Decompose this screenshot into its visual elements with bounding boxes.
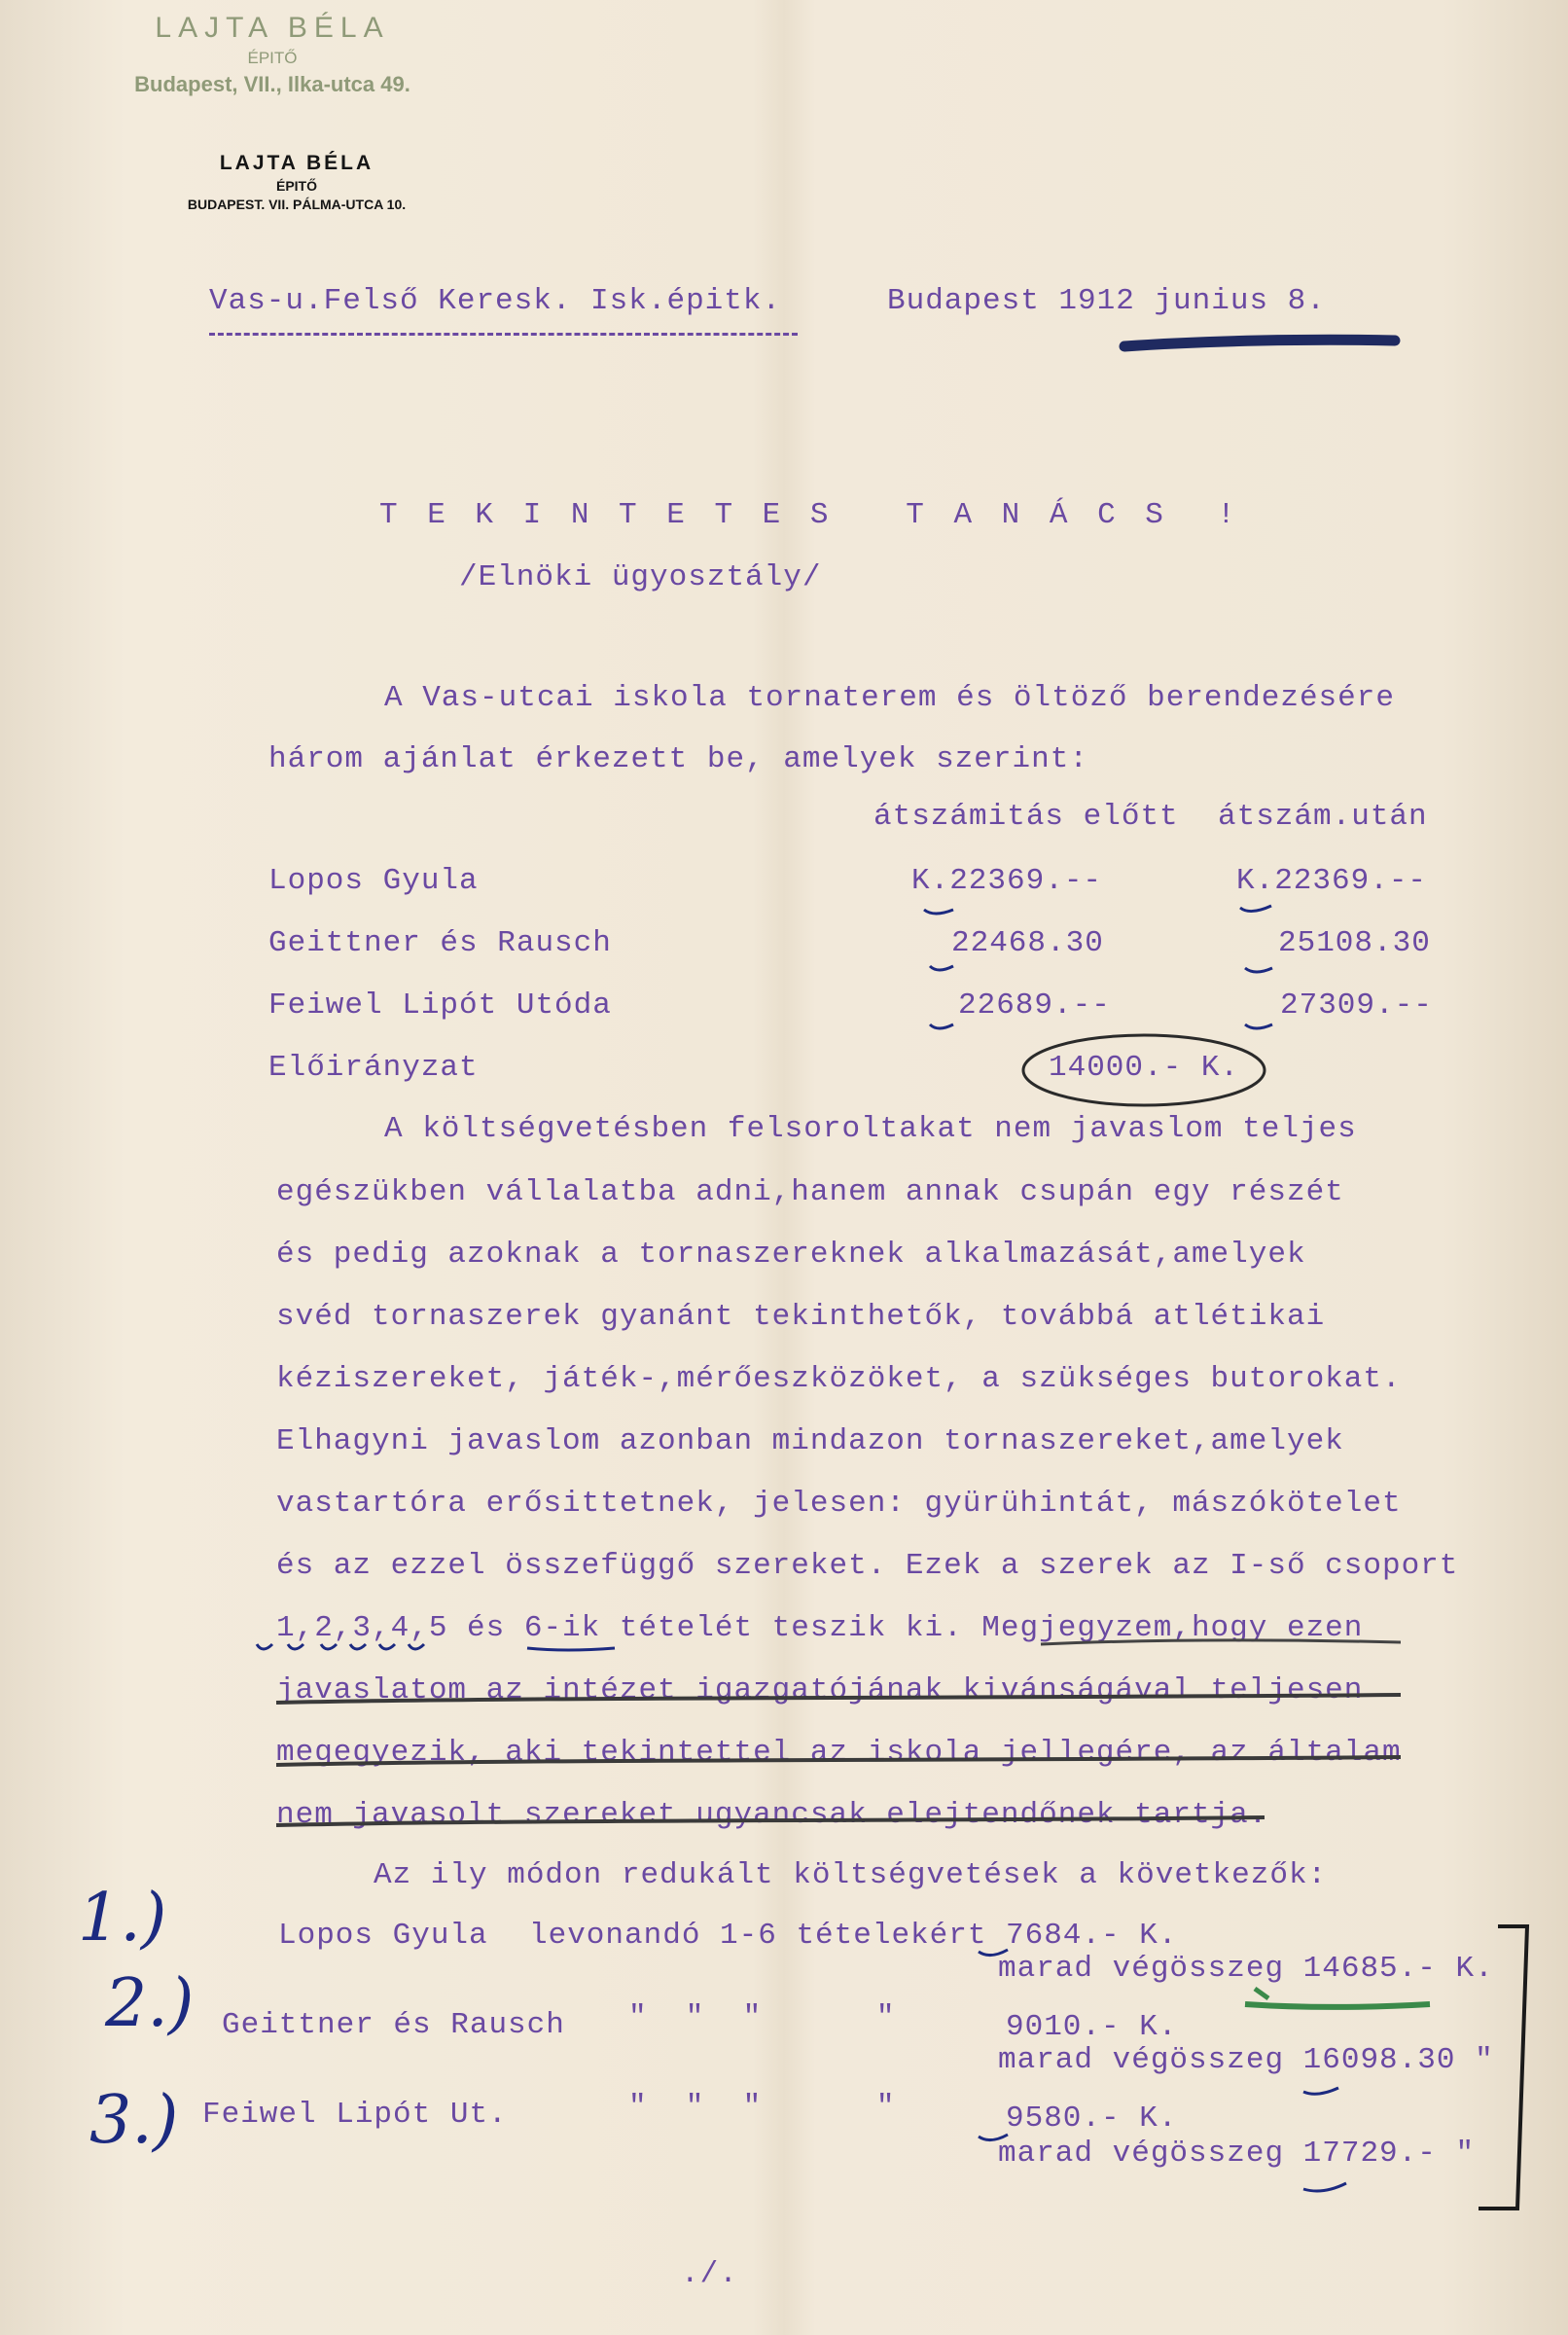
row-after: K.22369.--: [1236, 864, 1428, 898]
body-line: és az ezzel összefüggő szereket. Ezek a szerek az I-ső csoport: [276, 1549, 1459, 1583]
row-after: 27309.--: [1280, 988, 1433, 1023]
total-bracket: [973, 1907, 1556, 2228]
item-remain: marad végösszeg 14685.- K.: [998, 1952, 1494, 1986]
body-line: Elhagyni javaslom azonban mindazon tornaszereket,amelyek: [276, 1424, 1344, 1458]
row-name: Lopos Gyula: [268, 864, 479, 898]
table-check-marks: [914, 900, 1284, 1036]
budget-circle-mark: [1017, 1029, 1270, 1111]
letterhead-title: ÉPITŐ: [275, 178, 317, 194]
letterhead-name: LAJTA BÉLA: [219, 152, 374, 174]
row-after: 25108.30: [1278, 926, 1431, 960]
letterhead-old-title: ÉPITŐ: [247, 49, 298, 67]
budget-label: Előirányzat: [268, 1051, 479, 1085]
item-name: Lopos Gyula: [278, 1919, 488, 1953]
table-header-before: átszámitás előtt: [873, 800, 1179, 834]
body-line: A költségvetésben felsoroltakat nem javaslom teljes: [384, 1112, 1357, 1146]
place-date: Budapest 1912 junius 8.: [887, 284, 1326, 318]
subject-dashed-underline: [209, 333, 798, 336]
body-line: kéziszereket, játék-,mérőeszközöket, a szükséges butorokat.: [276, 1362, 1402, 1396]
body-line: nem javasolt szereket ugyancsak elejtendőnek tartja.: [276, 1798, 1268, 1832]
intro-line-1: A Vas-utcai iskola tornaterem és öltöző berendezésére: [384, 681, 1395, 715]
row-before: 22689.--: [958, 988, 1111, 1023]
item-desc: " " " ": [628, 2090, 896, 2124]
letterhead-old-name: LAJTA BÉLA: [155, 12, 390, 44]
subject-line: Vas-u.Felső Keresk. Isk.épitk.: [209, 284, 782, 318]
body-line: megegyezik, aki tekintettel az iskola jellegére, az általam: [276, 1736, 1402, 1770]
item-number: 2.): [105, 1965, 195, 2042]
page-marker: ./.: [681, 2257, 738, 2291]
letterhead-old-stamp: [97, 12, 447, 97]
table-header-after: átszám.után: [1218, 800, 1428, 834]
date-ink-underline: [1119, 329, 1401, 358]
pencil-underlines: [253, 1634, 1420, 1849]
salutation-title: T E K I N T E T E S T A N Á C S !: [379, 498, 1241, 532]
item-number: 3.): [89, 2082, 179, 2159]
body-line: és pedig azoknak a tornaszereknek alkalmazását,amelyek: [276, 1238, 1306, 1272]
item-name: Geittner és Rausch: [222, 2008, 565, 2042]
body-line: svéd tornaszerek gyanánt tekinthetők, továbbá atlétikai: [276, 1300, 1326, 1334]
row-name: Geittner és Rausch: [268, 926, 612, 960]
budget-value: 14000.- K.: [1049, 1051, 1240, 1085]
body-line: vastartóra erősittetnek, jelesen: gyürühintát, mászókötelet: [276, 1487, 1402, 1521]
item-desc: " " " ": [628, 2000, 896, 2034]
row-before: K.22369.--: [911, 864, 1103, 898]
body-line: 1,2,3,4,5 és 6-ik tételét teszik ki. Megjegyzem,hogy ezen: [276, 1611, 1364, 1645]
item-desc: levonandó 1-6 tételekért: [529, 1919, 987, 1953]
body-line: javaslatom az intézet igazgatójának kivánságával teljesen: [276, 1673, 1364, 1707]
letterhead-address: BUDAPEST. VII. PÁLMA-UTCA 10.: [187, 197, 407, 212]
item-deduct: 9010.- K.: [1006, 2010, 1178, 2044]
item-deduct: 9580.- K.: [1006, 2102, 1178, 2136]
item-remain: marad végösszeg 17729.- ": [998, 2137, 1476, 2171]
item-deduct: 7684.- K.: [1006, 1919, 1178, 1953]
item-number: 1.): [78, 1880, 167, 1957]
intro-line-2: három ajánlat érkezett be, amelyek szerint:: [268, 742, 1088, 776]
item-name: Feiwel Lipót Ut.: [202, 2098, 508, 2132]
item-remain: marad végösszeg 16098.30 ": [998, 2043, 1494, 2077]
letterhead-stamp: [165, 152, 428, 212]
row-name: Feiwel Lipót Utóda: [268, 988, 612, 1023]
letterhead-old-address: Budapest, VII., Ilka-utca 49.: [134, 72, 410, 96]
row-before: 22468.30: [951, 926, 1104, 960]
salutation-department: /Elnöki ügyosztály/: [459, 560, 822, 594]
reduced-intro: Az ily módon redukált költségvetések a következők:: [374, 1858, 1328, 1892]
body-line: egészükben vállalatba adni,hanem annak csupán egy részét: [276, 1175, 1344, 1209]
